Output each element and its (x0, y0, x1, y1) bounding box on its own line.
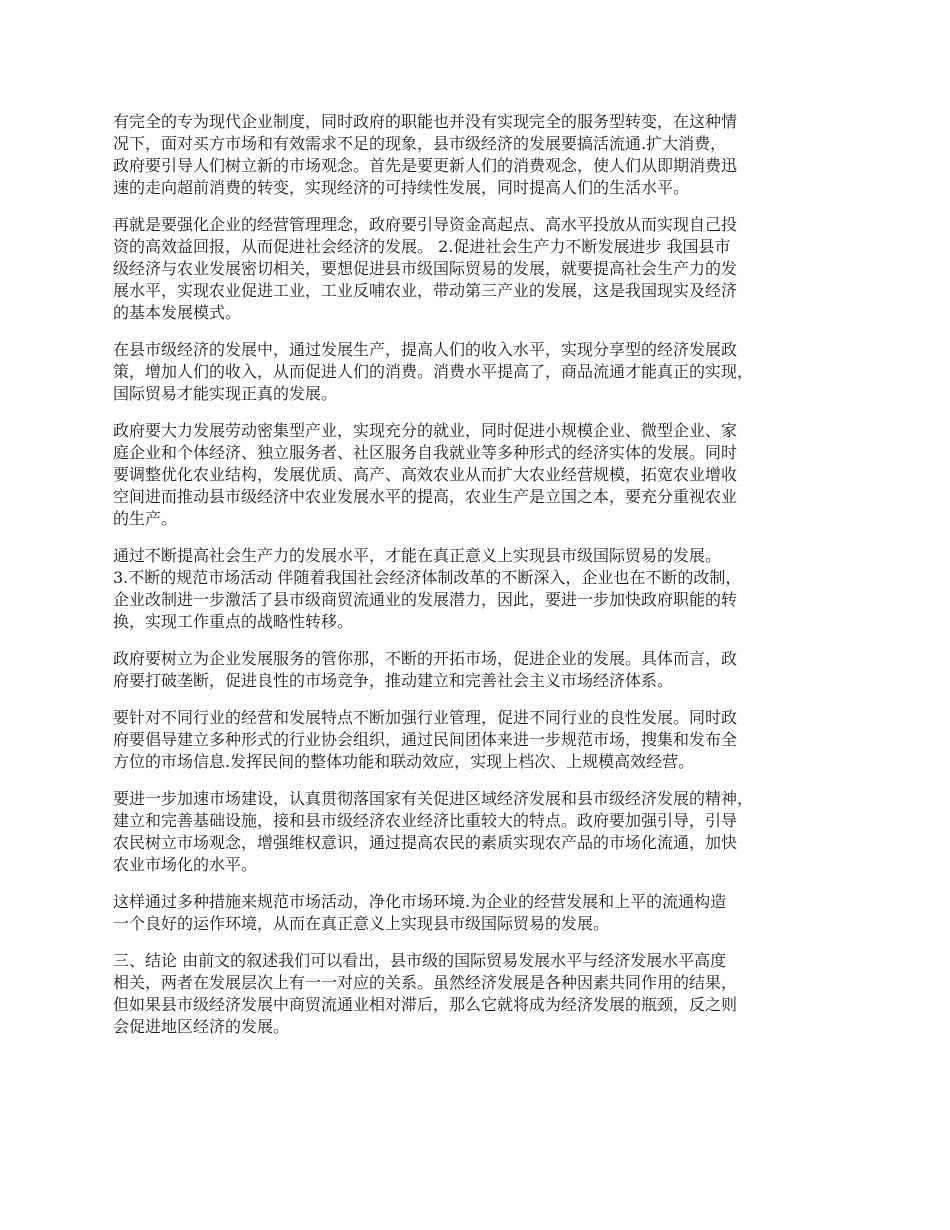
paragraph (113, 707, 840, 773)
paragraph (113, 420, 840, 530)
text-line: 三、结论 由前文的叙述我们可以看出，县市级的国际贸易发展水平与经济发展水平高度 (113, 951, 727, 970)
paragraph (113, 545, 840, 633)
text-line: 府要倡导建立多种形式的行业协会组织，通过民间团体来进一步规范市场，搜集和发布全 (113, 730, 738, 749)
text-line: 再就是要强化企业的经营管理理念，政府要引导资金高起点、高水平投放从而实现自己投 (113, 215, 738, 234)
text-line: 政府要大力发展劳动密集型产业，实现充分的就业，同时促进小规模企业、微型企业、家 (113, 421, 738, 440)
paragraph (113, 950, 840, 1038)
paragraph (113, 214, 840, 324)
text-line: 有完全的专为现代企业制度，同时政府的职能也并没有实现完全的服务型转变，在这种情 (113, 112, 738, 131)
text-line: 企业改制进一步激活了县市级商贸流通业的发展潜力，因此，要进一步加快政府职能的转 (113, 590, 738, 609)
text-line: 国际贸易才能实现正真的发展。 (113, 384, 338, 403)
text-line: 要调整优化农业结构，发展优质、高产、高效农业从而扩大农业经营规模，拓宽农业增收 (113, 465, 738, 484)
text-line: 通过不断提高社会生产力的发展水平，才能在真正意义上实现县市级国际贸易的发展。 (113, 546, 722, 565)
text-line: 建立和完善基础设施，接和县市级经济农业经济比重较大的特点。政府要加强引导，引导 (113, 811, 738, 830)
text-line: 换，实现工作重点的战略性转移。 (113, 612, 354, 631)
text-line: 农民树立市场观念，增强维权意识，通过提高农民的素质实现农产品的市场化流通，加快 (113, 833, 738, 852)
text-line: 3.不断的规范市场活动 伴随着我国社会经济体制改革的不断深入，企业也在不断的改制， (113, 568, 742, 587)
paragraph (113, 788, 840, 876)
text-line: 政府要树立为企业发展服务的管你那，不断的开拓市场，促进企业的发展。具体而言，政 (113, 649, 738, 668)
paragraph (113, 339, 840, 405)
text-line: 要进一步加速市场建设，认真贯彻落国家有关促进区域经济发展和县市级经济发展的精神， (113, 789, 754, 808)
text-line: 但如果县市级经济发展中商贸流通业相对滞后，那么它就将成为经济发展的瓶颈，反之则 (113, 995, 738, 1014)
text-line: 一个良好的运作环境，从而在真正意义上实现县市级国际贸易的发展。 (113, 914, 610, 933)
text-line: 展水平，实现农业促进工业，工业反哺农业，带动第三产业的发展，这是我国现实及经济 (113, 281, 738, 300)
text-line: 府要打破垄断，促进良性的市场竞争，推动建立和完善社会主义市场经济体系。 (113, 671, 674, 690)
paragraph (113, 648, 840, 692)
text-line: 速的走向超前消费的转变，实现经济的可持续性发展，同时提高人们的生活水平。 (113, 178, 690, 197)
document-body (113, 111, 840, 1053)
text-line: 况下，面对买方市场和有效需求不足的现象，县市级经济的发展要搞活流通.扩大消费， (113, 134, 727, 153)
text-line: 相关，两者在发展层次上有一一对应的关系。虽然经济发展是各种因素共同作用的结果， (113, 973, 738, 992)
text-line: 资的高效益回报，从而促进社会经济的发展。 2.促进社会生产力不断发展进步 我国县市 (113, 237, 731, 256)
paragraph (113, 891, 840, 935)
text-line: 这样通过多种措施来规范市场活动，净化市场环境.为企业的经营发展和上平的流通构造 (113, 892, 727, 911)
text-line: 政府要引导人们树立新的市场观念。首先是要更新人们的消费观念，使人们从即期消费迅 (113, 156, 738, 175)
text-line: 农业市场化的水平。 (113, 855, 258, 874)
text-line: 在县市级经济的发展中，通过发展生产，提高人们的收入水平，实现分享型的经济发展政 (113, 340, 738, 359)
text-line: 空间进而推动县市级经济中农业发展水平的提高，农业生产是立国之本，要充分重视农业 (113, 487, 738, 506)
text-line: 要针对不同行业的经营和发展特点不断加强行业管理，促进不同行业的良性发展。同时政 (113, 708, 738, 727)
text-line: 策，增加人们的收入，从而促进人们的消费。消费水平提高了，商品流通才能真正的实现， (113, 362, 754, 381)
text-line: 的生产。 (113, 509, 178, 528)
text-line: 级经济与农业发展密切相关，要想促进县市级国际贸易的发展，就要提高社会生产力的发 (113, 259, 738, 278)
text-line: 方位的市场信息.发挥民间的整体功能和联动效应，实现上档次、上规模高效经营。 (113, 752, 695, 771)
paragraph (113, 111, 840, 199)
text-line: 会促进地区经济的发展。 (113, 1017, 290, 1036)
text-line: 庭企业和个体经济、独立服务者、社区服务自我就业等多种形式的经济实体的发展。同时 (113, 443, 738, 462)
text-line: 的基本发展模式。 (113, 303, 242, 322)
